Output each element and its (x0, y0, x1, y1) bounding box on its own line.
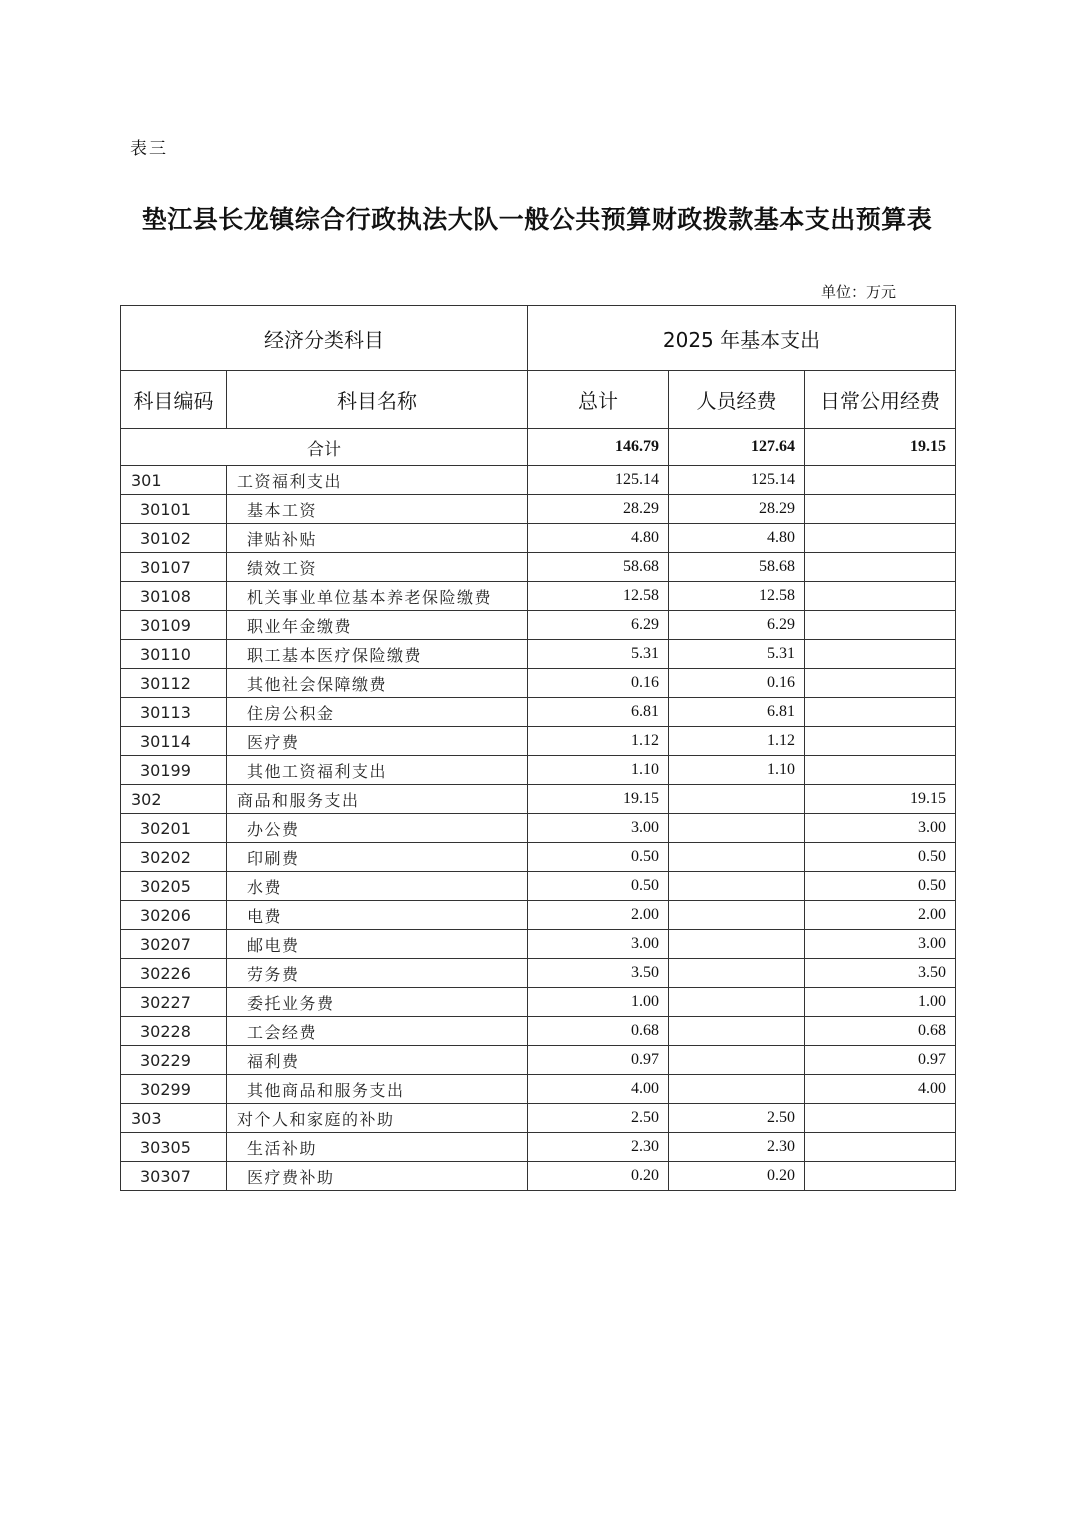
amount-personnel (669, 1017, 805, 1046)
amount-public (805, 611, 956, 640)
subject-code: 30229 (121, 1046, 227, 1075)
table-row (121, 1133, 956, 1162)
amount-personnel (669, 814, 805, 843)
header-subject-code: 科目编码 (121, 371, 227, 429)
amount-total: 0.50 (528, 872, 669, 901)
amount-total: 125.14 (528, 466, 669, 495)
amount-total: 3.00 (528, 814, 669, 843)
amount-personnel: 125.14 (669, 466, 805, 495)
amount-public: 4.00 (805, 1075, 956, 1104)
amount-total: 2.00 (528, 901, 669, 930)
subject-code: 303 (121, 1104, 227, 1133)
amount-total: 0.50 (528, 843, 669, 872)
amount-personnel (669, 872, 805, 901)
amount-personnel (669, 1075, 805, 1104)
subject-name: 职业年金缴费 (227, 611, 528, 640)
subject-name: 劳务费 (227, 959, 528, 988)
amount-personnel: 6.81 (669, 698, 805, 727)
amount-public: 3.00 (805, 814, 956, 843)
unit-label: 单位： (820, 283, 866, 301)
amount-public (805, 524, 956, 553)
subject-code: 30202 (121, 843, 227, 872)
table-row (121, 1017, 956, 1046)
amount-personnel: 5.31 (669, 640, 805, 669)
amount-public (805, 466, 956, 495)
table-label: 表三 (130, 139, 168, 159)
amount-public: 0.97 (805, 1046, 956, 1075)
amount-total: 6.29 (528, 611, 669, 640)
amount-total: 28.29 (528, 495, 669, 524)
header-subject-name: 科目名称 (227, 371, 528, 429)
amount-total: 19.15 (528, 785, 669, 814)
subject-name: 绩效工资 (227, 553, 528, 582)
subject-code: 30307 (121, 1162, 227, 1191)
amount-total: 4.80 (528, 524, 669, 553)
header-row-group (121, 306, 956, 371)
subject-name: 电费 (227, 901, 528, 930)
amount-total: 1.10 (528, 756, 669, 785)
subject-name: 福利费 (227, 1046, 528, 1075)
amount-personnel: 2.30 (669, 1133, 805, 1162)
amount-public: 19.15 (805, 785, 956, 814)
table-row (121, 640, 956, 669)
subject-code: 30226 (121, 959, 227, 988)
amount-total: 0.16 (528, 669, 669, 698)
subject-name: 津贴补贴 (227, 524, 528, 553)
amount-total: 1.12 (528, 727, 669, 756)
amount-personnel (669, 988, 805, 1017)
amount-total: 4.00 (528, 1075, 669, 1104)
subject-code: 30113 (121, 698, 227, 727)
table-row (121, 988, 956, 1017)
subject-name: 对个人和家庭的补助 (227, 1104, 528, 1133)
amount-personnel: 0.20 (669, 1162, 805, 1191)
amount-total: 2.50 (528, 1104, 669, 1133)
amount-public (805, 698, 956, 727)
amount-personnel (669, 785, 805, 814)
header-total: 总计 (528, 371, 669, 429)
header-row-columns (121, 371, 956, 429)
amount-total: 2.30 (528, 1133, 669, 1162)
amount-public (805, 553, 956, 582)
table-row (121, 553, 956, 582)
subject-name: 印刷费 (227, 843, 528, 872)
subject-code: 30299 (121, 1075, 227, 1104)
amount-public: 0.68 (805, 1017, 956, 1046)
header-personnel-cost: 人员经费 (669, 371, 805, 429)
table-row (121, 785, 956, 814)
amount-personnel (669, 959, 805, 988)
amount-personnel (669, 901, 805, 930)
table-row (121, 582, 956, 611)
amount-public (805, 495, 956, 524)
amount-total: 3.50 (528, 959, 669, 988)
amount-total: 58.68 (528, 553, 669, 582)
document-title: 垫江县长龙镇综合行政执法大队一般公共预算财政拨款基本支出预算表 (141, 205, 933, 234)
table-row (121, 669, 956, 698)
subject-name: 邮电费 (227, 930, 528, 959)
table-row (121, 872, 956, 901)
subject-name: 机关事业单位基本养老保险缴费 (227, 582, 528, 611)
amount-public (805, 1104, 956, 1133)
total-label: 合计 (121, 429, 528, 466)
amount-personnel: 4.80 (669, 524, 805, 553)
subject-name: 工会经费 (227, 1017, 528, 1046)
subject-name: 医疗费 (227, 727, 528, 756)
subject-code: 30227 (121, 988, 227, 1017)
amount-total: 5.31 (528, 640, 669, 669)
subject-name: 办公费 (227, 814, 528, 843)
subject-code: 30205 (121, 872, 227, 901)
table-row (121, 901, 956, 930)
amount-personnel: 28.29 (669, 495, 805, 524)
budget-table (120, 305, 956, 1191)
amount-total: 0.20 (528, 1162, 669, 1191)
subject-code: 30108 (121, 582, 227, 611)
subject-name: 医疗费补助 (227, 1162, 528, 1191)
subject-name: 商品和服务支出 (227, 785, 528, 814)
amount-total: 0.68 (528, 1017, 669, 1046)
total-amount: 146.79 (528, 429, 669, 466)
amount-personnel: 12.58 (669, 582, 805, 611)
amount-total: 12.58 (528, 582, 669, 611)
amount-total: 0.97 (528, 1046, 669, 1075)
subject-code: 30305 (121, 1133, 227, 1162)
amount-total: 1.00 (528, 988, 669, 1017)
table-row (121, 611, 956, 640)
amount-personnel: 0.16 (669, 669, 805, 698)
subject-name: 工资福利支出 (227, 466, 528, 495)
amount-personnel: 1.12 (669, 727, 805, 756)
amount-public: 0.50 (805, 843, 956, 872)
subject-name: 基本工资 (227, 495, 528, 524)
table-row (121, 495, 956, 524)
amount-public: 0.50 (805, 872, 956, 901)
header-public-cost: 日常公用经费 (805, 371, 956, 429)
amount-personnel: 6.29 (669, 611, 805, 640)
subject-code: 30101 (121, 495, 227, 524)
table-row (121, 524, 956, 553)
subject-code: 30206 (121, 901, 227, 930)
table-row (121, 843, 956, 872)
amount-personnel (669, 930, 805, 959)
table-row (121, 756, 956, 785)
amount-personnel: 2.50 (669, 1104, 805, 1133)
unit-note (821, 281, 896, 302)
amount-public (805, 582, 956, 611)
subject-code: 30114 (121, 727, 227, 756)
amount-personnel (669, 1046, 805, 1075)
table-row (121, 466, 956, 495)
table-row (121, 698, 956, 727)
subject-code: 30109 (121, 611, 227, 640)
table-row (121, 959, 956, 988)
subject-name: 住房公积金 (227, 698, 528, 727)
header-basic-expenditure: 2025 年基本支出 (528, 306, 956, 371)
subject-name: 生活补助 (227, 1133, 528, 1162)
amount-public (805, 640, 956, 669)
subject-code: 30112 (121, 669, 227, 698)
subject-name: 其他工资福利支出 (227, 756, 528, 785)
table-row (121, 930, 956, 959)
amount-public (805, 756, 956, 785)
subject-code: 30201 (121, 814, 227, 843)
amount-public: 1.00 (805, 988, 956, 1017)
amount-personnel (669, 843, 805, 872)
amount-public: 3.50 (805, 959, 956, 988)
subject-code: 301 (121, 466, 227, 495)
subject-code: 30107 (121, 553, 227, 582)
total-public: 19.15 (805, 429, 956, 466)
amount-public (805, 1162, 956, 1191)
total-row (121, 429, 956, 466)
amount-public (805, 727, 956, 756)
subject-code: 30110 (121, 640, 227, 669)
subject-name: 职工基本医疗保险缴费 (227, 640, 528, 669)
amount-public (805, 1133, 956, 1162)
table-row (121, 727, 956, 756)
table-row (121, 1162, 956, 1191)
subject-code: 30199 (121, 756, 227, 785)
amount-public: 2.00 (805, 901, 956, 930)
unit-value: 万元 (865, 283, 896, 301)
table-row (121, 1075, 956, 1104)
amount-public: 3.00 (805, 930, 956, 959)
amount-public (805, 669, 956, 698)
table-row (121, 1104, 956, 1133)
subject-code: 302 (121, 785, 227, 814)
table-row (121, 1046, 956, 1075)
header-economic-category: 经济分类科目 (121, 306, 528, 371)
subject-name: 其他商品和服务支出 (227, 1075, 528, 1104)
subject-code: 30228 (121, 1017, 227, 1046)
amount-personnel: 58.68 (669, 553, 805, 582)
subject-code: 30102 (121, 524, 227, 553)
total-personnel: 127.64 (669, 429, 805, 466)
amount-total: 3.00 (528, 930, 669, 959)
subject-name: 委托业务费 (227, 988, 528, 1017)
subject-code: 30207 (121, 930, 227, 959)
subject-name: 水费 (227, 872, 528, 901)
table-row (121, 814, 956, 843)
amount-personnel: 1.10 (669, 756, 805, 785)
amount-total: 6.81 (528, 698, 669, 727)
subject-name: 其他社会保障缴费 (227, 669, 528, 698)
